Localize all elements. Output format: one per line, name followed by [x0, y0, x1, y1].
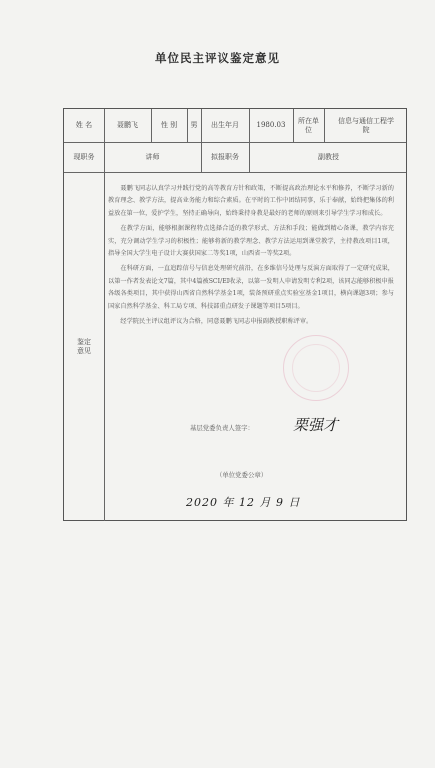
row-divider	[64, 172, 406, 173]
appraisal-label: 鉴定意见	[77, 337, 91, 355]
current-position-label: 现职务	[73, 152, 95, 161]
paragraph-research: 在科研方面，一直追踪信号与信息处理研究前沿，在多维信号处理与反演方面取得了一定研究成果，以第一作者发表论文7篇，其中4篇被SCI/EI收录，以第一发明人申请发明专利2项，该同志能够积极申报各级各类项目，其中获得山西省自然科学基金1项，装备预研重点实验室基金1项目，横向课题3项；参与国家自然科学基金、科工局专项、科技部重点研发子课题等项目5项目。	[108, 265, 394, 310]
birth-label: 出生年月	[211, 121, 239, 129]
document-title: 单位民主评议鉴定意见	[155, 51, 280, 65]
current-position-value: 讲师	[145, 152, 160, 161]
column-divider	[104, 172, 105, 521]
unit-label: 所在单位	[298, 116, 319, 134]
gender-label: 性 别	[160, 121, 178, 129]
paragraph-conclusion: 经学院民主评议组评议为合格，同意聂鹏飞同志申报副教授职称评审。	[120, 318, 313, 326]
paragraph-overview: 聂鹏飞同志认真学习并践行党的高等教育方针和政策，不断提高政治理论水平和修养，不断学习新的教育理念、教学方法，提高业务能力和综合素质。在平时的工作中团结同事，乐于奉献，始终把集体的利益放在第一位，爱护学生，坚持正确导向，始终秉持身教是最好的老师的原则来引导学生学习和成长。	[108, 185, 394, 217]
birth-value: 1980.03	[256, 121, 286, 129]
proposed-position-value: 副教授	[318, 152, 339, 161]
appraisal-text	[108, 183, 394, 331]
paragraph-teaching: 在教学方面，能够根据课程特点选择合适的教学形式、方法和手段；能做到精心备课，教学内容充实，充分调动学生学习的积极性；能够将新的教学理念、教学方法运用到课堂教学，主持教改项目1项，指导全国大学生电子设计大赛获国家二等奖1项，山西省一等奖2项。	[108, 225, 394, 258]
handwritten-signature: 栗强才	[293, 416, 339, 434]
handwritten-date: 2020 年 12 月 9 日	[186, 496, 301, 509]
unit-value: 信息与通信工程学院	[338, 116, 394, 134]
seal-label: （单位党委公章）	[216, 471, 268, 479]
name-label: 姓 名	[75, 121, 93, 129]
name-value: 聂鹏飞	[117, 121, 138, 129]
proposed-position-label: 拟报职务	[211, 152, 239, 161]
signature-label: 基层党委负责人签字：	[190, 424, 254, 432]
official-seal	[283, 335, 349, 401]
gender-value: 男	[190, 121, 198, 129]
